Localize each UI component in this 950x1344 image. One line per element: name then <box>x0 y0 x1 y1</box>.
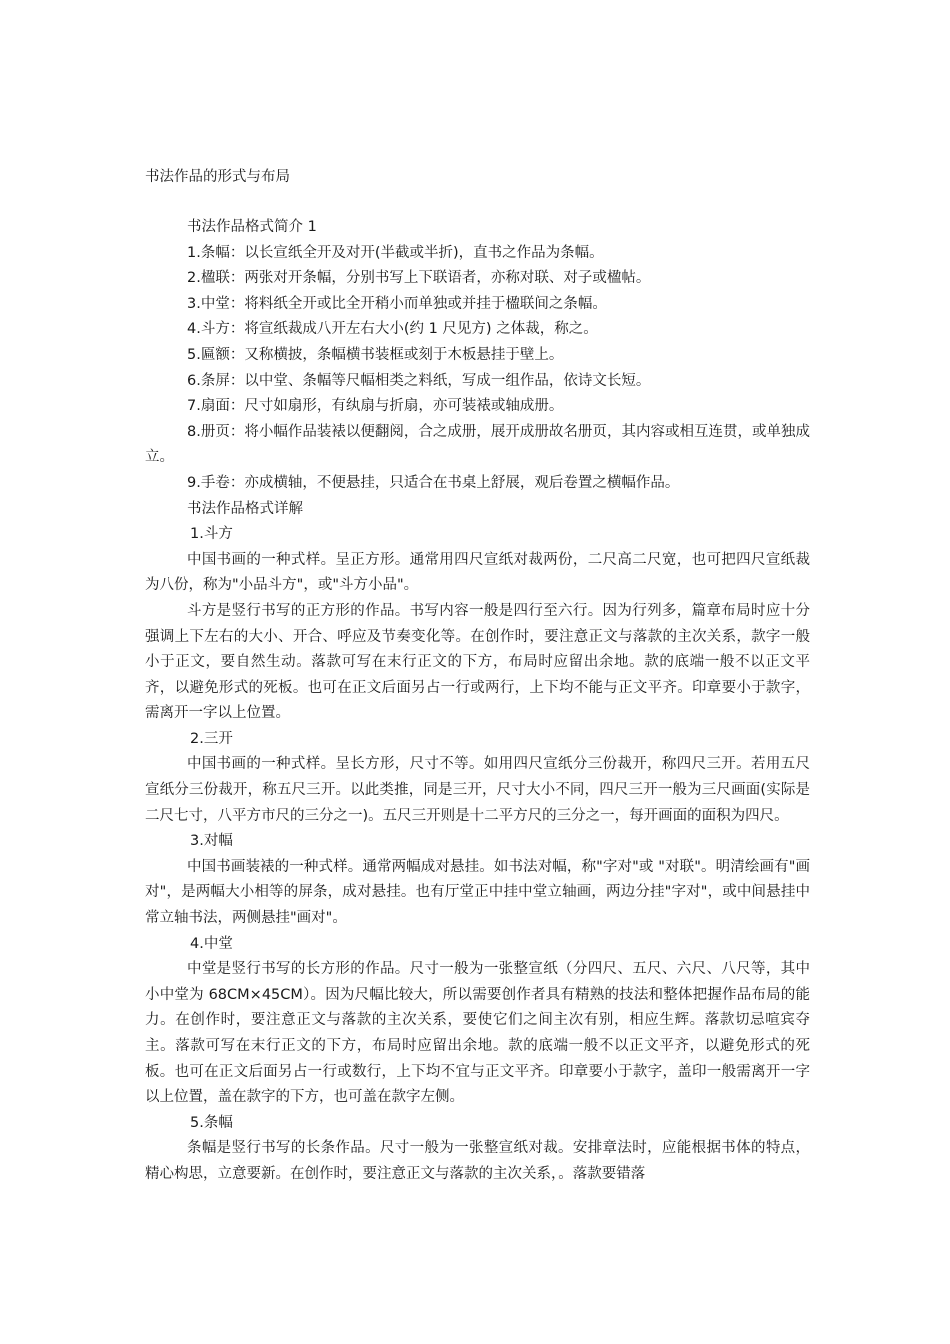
section-heading: 1.斗方 <box>190 526 233 543</box>
paragraph: 中堂是竖行书写的长方形的作品。尺寸一般为一张整宣纸（分四尺、五尺、六尺、八尺等，其中小中堂为 68CM×45CM）。因为尺幅比较大，所以需要创作者具有精熟的技法和整体把握作品布局的能力。在创作时，要注意正文与落款的主次关系，要使它们之间主次有别，相应生辉。落款切忌喧宾夺主。落款可写在末行正文的下方，布局时应留出余地。款的底端一般不以正文平齐，以避免形式的死板。也可在正文后面另占一行或数行，上下均不宜与正文平齐。印章要小于款字，盖印一般需离开一字以上位置，盖在款字的下方，也可盖在款字左侧。 <box>145 961 810 1106</box>
detail-heading: 书法作品格式详解 <box>187 500 303 517</box>
intro-item: 1.条幅：以长宣纸全开及对开(半截或半折)，直书之作品为条幅。 <box>187 244 604 261</box>
section-heading: 2.三开 <box>190 730 233 747</box>
intro-item: 6.条屏：以中堂、条幅等尺幅相类之料纸，写成一组作品，依诗文长短。 <box>187 372 651 389</box>
intro-item: 7.扇面：尺寸如扇形，有纨扇与折扇，亦可装裱或轴成册。 <box>187 398 564 415</box>
section-heading: 3.对幅 <box>190 833 233 850</box>
intro-item: 5.匾额：又称横披，条幅横书装框或刻于木板悬挂于壁上。 <box>187 346 564 363</box>
paragraph: 中国书画的一种式样。呈长方形，尺寸不等。如用四尺宣纸分三份裁开，称四尺三开。若用五尺宣纸分三份裁开，称五尺三开。以此类推，同是三开，尺寸大小不同，四尺三开一般为三尺画面(实际是二尺七寸，八平方市尺的三分之一)。五尺三开则是十二平方尺的三分之一，每开画面的面积为四尺。 <box>145 756 810 824</box>
intro-item: 4.斗方：将宣纸裁成八开左右大小(约 1 尺见方) 之体裁，称之。 <box>187 321 598 338</box>
intro-item: 9.手卷：亦成横轴，不便悬挂，只适合在书桌上舒展，观后卷置之横幅作品。 <box>187 474 680 491</box>
paragraph: 中国书画的一种式样。呈正方形。通常用四尺宣纸对裁两份，二尺高二尺宽，也可把四尺宣纸裁为八份，称为"小品斗方"，或"斗方小品"。 <box>145 551 810 594</box>
intro-item: 8.册页：将小幅作品装裱以便翻阅，合之成册，展开成册故名册页，其内容或相互连贯，或单独成立。 <box>145 423 810 466</box>
paragraph: 中国书画装裱的一种式样。通常两幅成对悬挂。如书法对幅，称"字对"或 "对联"。明清绘画有"画对"，是两幅大小相等的屏条，成对悬挂。也有厅堂正中挂中堂立轴画，两边分挂"字对"，或中间悬挂中常立轴书法，两侧悬挂"画对"。 <box>145 858 810 927</box>
section-heading: 4.中堂 <box>190 935 233 952</box>
intro-item: 3.中堂：将料纸全开或比全开稍小而单独或并挂于楹联间之条幅。 <box>187 295 607 312</box>
paragraph: 条幅是竖行书写的长条作品。尺寸一般为一张整宣纸对裁。安排章法时，应能根据书体的特点，精心构思，立意要新。在创作时，要注意正文与落款的主次关系，。落款要错落 <box>145 1140 810 1182</box>
document-body <box>145 215 810 1188</box>
intro-heading: 书法作品格式简介 1 <box>187 219 317 235</box>
section-heading: 5.条幅 <box>190 1114 233 1131</box>
paragraph: 斗方是竖行书写的正方形的作品。书写内容一般是四行至六行。因为行列多，篇章布局时应十分强调上下左右的大小、开合、呼应及节奏变化等。在创作时，要注意正文与落款的主次关系，款字一般小于正文，要自然生动。落款可写在末行正文的下方，布局时应留出余地。款的底端一般不以正文平齐，以避免形式的死板。也可在正文后面另占一行或两行，上下均不能与正文平齐。印章要小于款字，需离开一字以上位置。 <box>145 602 810 722</box>
intro-item: 2.楹联：两张对开条幅，分别书写上下联语者，亦称对联、对子或楹帖。 <box>187 270 651 287</box>
document-title: 书法作品的形式与布局 <box>145 169 290 185</box>
